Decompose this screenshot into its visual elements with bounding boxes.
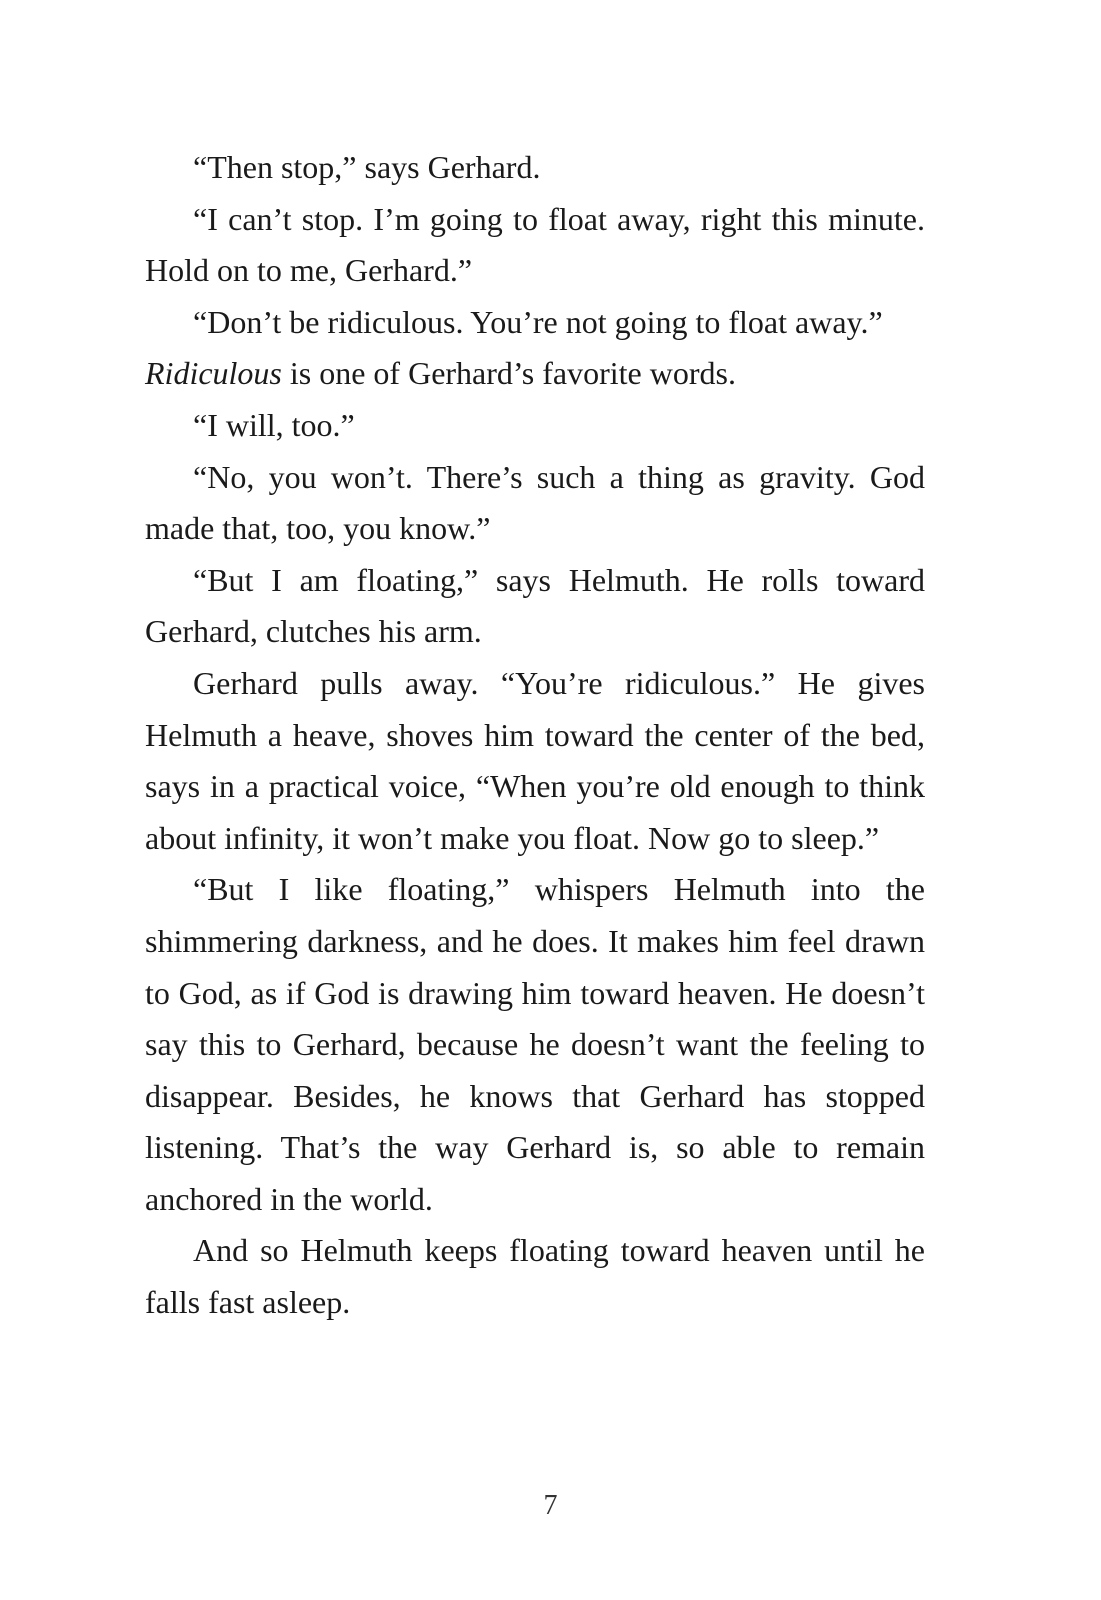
body-text — [145, 142, 925, 1329]
paragraph: Gerhard pulls away. “You’re ridiculous.” He gives Helmuth a heave, shoves him toward the center of the bed, says in a practical voice, “When you’re old enough to think about infinity, it won’t make you float. Now go to sleep.” — [145, 664, 925, 856]
italic-word: Ridiculous — [145, 355, 282, 392]
paragraph: “Don’t be ridiculous. You’re not going to float away.” — [193, 303, 883, 340]
paragraph-text: is one of Gerhard’s favorite words. — [281, 355, 736, 392]
paragraph — [145, 348, 925, 400]
paragraph: “But I like floating,” whispers Helmuth into the shimmering darkness, and he does. It makes him feel drawn to God, as if God is drawing him toward heaven. He doesn’t say this to Gerhard, because he doesn’t want the feeling to disappear. Besides, he knows that Gerhard has stopped listening. That’s the way Gerhard is, so able to remain anchored in the world. — [145, 871, 925, 1217]
paragraph: “No, you won’t. There’s such a thing as gravity. God made that, too, you know.” — [145, 458, 925, 547]
paragraph: “Then stop,” says Gerhard. — [193, 149, 541, 185]
page-number: 7 — [543, 1490, 558, 1521]
paragraph: “But I am floating,” says Helmuth. He rolls toward Gerhard, clutches his arm. — [145, 561, 925, 650]
paragraph: “I will, too.” — [193, 406, 355, 443]
paragraph: And so Helmuth keeps floating toward heaven until he falls fast asleep. — [145, 1232, 925, 1321]
paragraph: “I can’t stop. I’m going to float away, right this minute. Hold on to me, Gerhard.” — [145, 200, 925, 289]
